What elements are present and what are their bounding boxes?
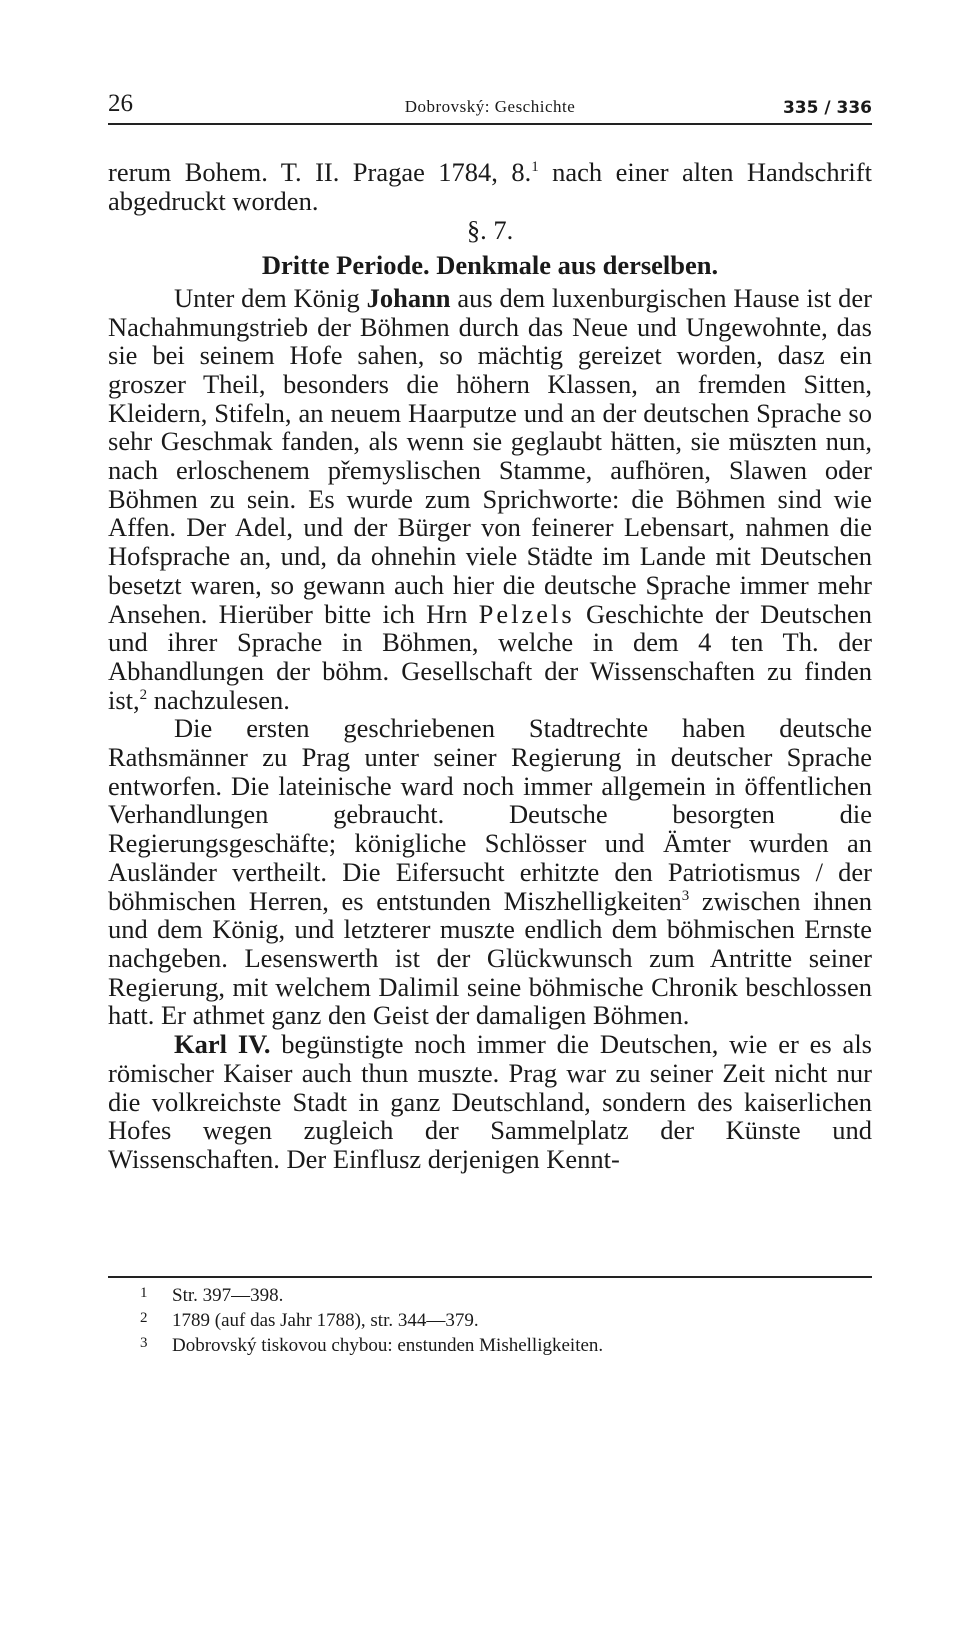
text-run: Unter dem König	[174, 282, 367, 313]
footnote-ref-1: 1	[531, 159, 539, 175]
name-johann: Johann	[366, 282, 451, 313]
footnote	[140, 1307, 870, 1332]
running-title: Dobrovský: Geschichte	[404, 97, 576, 116]
section-mark: §. 7.	[466, 215, 514, 246]
name-pelzel: Pelzels	[478, 598, 575, 629]
section-heading: Dritte Periode. Denkmale aus derselben.	[261, 250, 719, 281]
footnote-number: 2	[140, 1310, 148, 1326]
footnote-text: Dobrovský tiskovou chybou: enstunden Mishelligkeiten.	[172, 1335, 604, 1356]
text-run: rerum Bohem. T. II. Pragae 1784, 8.	[108, 157, 532, 187]
original-page-reference: 335 / 336	[782, 98, 872, 118]
text-run: aus dem luxenburgischen Hause ist der Nachahmungstrieb der Böhmen durch das Neue und Ungewohnte, das sie bei seinem Hofe sahen, so mächtig gereizet worden, dasz ein groszer Theil, besonders die höhern Klassen, an fremden Sitten, Kleidern, Stifeln, an neuem Haarputze und an der deutschen Sprache so sehr Geschmak fanden, als wenn sie geglaubt hätten, sie müszten nun, nach erloschenem přemyslischen Stamme, aufhören, Slawen oder Böhmen zu sein. Es wurde zum Sprichworte: die Böhmen sind wie Affen. Der Adel, und der Bürger von feinerer Lebensart, nahmen die Hofsprache an, und, da ohnehin viele Städte im Lande mit Deutschen besetzt waren, so gewann auch hier die deutsche Sprache immer mehr Ansehen. Hierüber bitte ich Hrn	[108, 282, 872, 629]
main-text	[108, 158, 872, 1174]
name-karl-iv: Karl IV.	[174, 1029, 271, 1060]
footnote-ref-2: 2	[139, 686, 148, 703]
paragraph-karl	[108, 1030, 872, 1174]
text-run: nachzulesen.	[147, 684, 290, 715]
paragraph-stadtrechte	[108, 714, 872, 1030]
footnote-number: 3	[140, 1335, 148, 1351]
page-number: 26	[108, 90, 133, 117]
footnote	[140, 1332, 870, 1357]
footnote-number: 1	[140, 1285, 148, 1301]
footnote-ref-3: 3	[681, 887, 690, 904]
text-run: nach einer alten Handschrift abgedruckt worden.	[108, 157, 872, 216]
footnote-text: 1789 (auf das Jahr 1788), str. 344—379.	[172, 1310, 479, 1331]
header-rule	[108, 123, 872, 125]
text-run: begünstigte noch immer die Deutschen, wie er es als römischer Kaiser auch thun muszte. Prag war zu seiner Zeit nicht nur die volkreichste Stadt in ganz Deutschland, sondern des kaiserlichen Hofes wegen zugleich der Sammelplatz der Künste und Wissenschaften. Der Einflusz derjenigen Kennt-	[108, 1029, 872, 1174]
page-header	[108, 90, 872, 126]
footnote-rule	[108, 1276, 872, 1278]
text-run: Die ersten geschriebenen Stadtrechte haben deutsche Rathsmänner zu Prag unter seiner Regierung in deutscher Sprache entworfen. Die lateinische ward noch immer allgemein in öffentlichen Verhandlungen gebraucht. Deutsche besorgten die Regierungsgeschäfte; königliche Schlösser und Ämter wurden an Ausländer vertheilt. Die Eifersucht erhitzte den Patriotismus / der böhmischen Herren, es entstunden Miszhelligkeiten	[108, 713, 872, 916]
text-run: zwischen ihnen und dem König, und letzterer muszte endlich dem böhmischen Ernste nachgeben. Lesenswerth ist der Glückwunsch zum Antritte seiner Regierung, mit welchem Dalimil seine böhmische Chronik beschlossen hatt. Er athmet ganz den Geist der damaligen Böhmen.	[108, 885, 872, 1031]
footnotes	[140, 1282, 870, 1357]
footnote-text: Str. 397—398.	[172, 1285, 284, 1306]
text-run: Geschichte der Deutschen und ihrer Sprache in Böhmen, welche in dem 4 ten Th. der Abhandlungen der böhm. Gesellschaft der Wissenschaften zu finden ist,	[108, 598, 872, 715]
footnote	[140, 1282, 870, 1307]
paragraph-continued	[108, 158, 872, 215]
paragraph-johann	[108, 284, 872, 715]
